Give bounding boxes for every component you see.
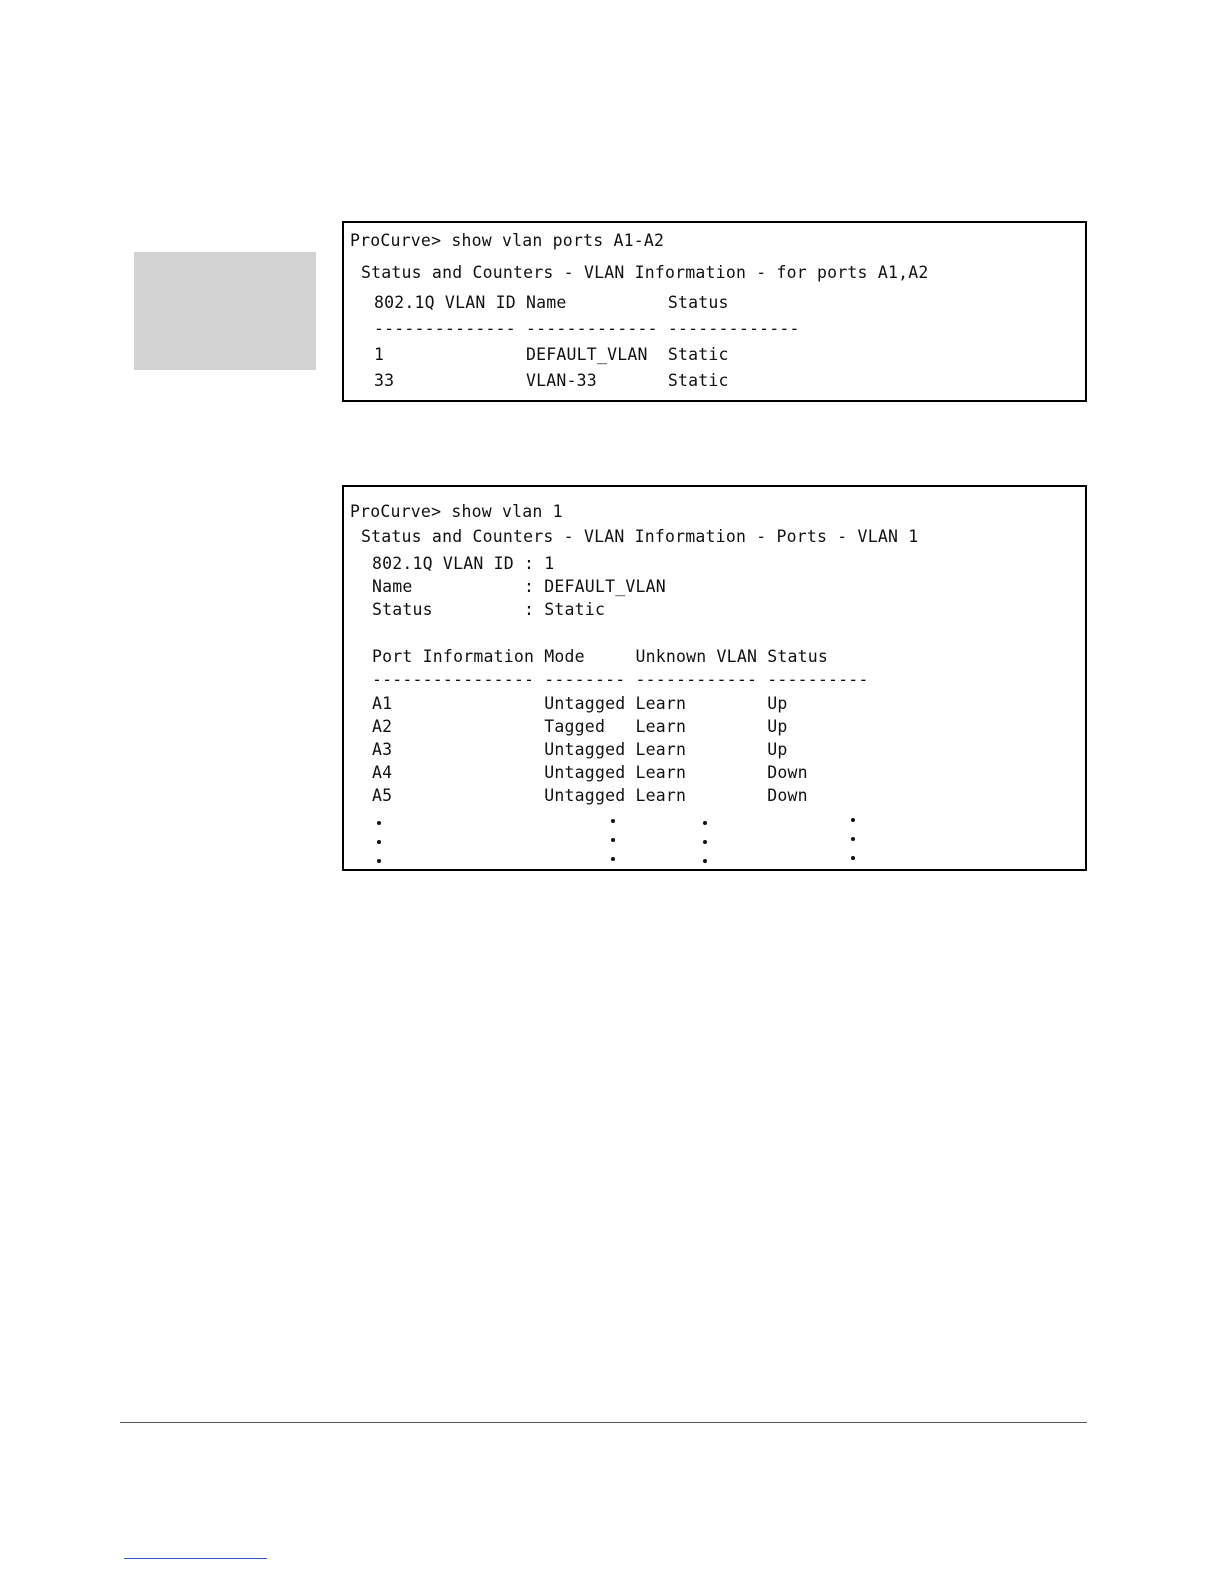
table-row: A3 Untagged Learn Up: [372, 740, 788, 759]
vlan-status-field: Status : Static: [372, 600, 606, 619]
cli-output-heading: Status and Counters - VLAN Information - for ports A1,A2: [361, 263, 929, 282]
cli-output-show-vlan-ports: [342, 221, 1087, 402]
cli-output-heading: Status and Counters - VLAN Information - Ports - VLAN 1: [361, 527, 919, 546]
table-separator: ---------------- -------- ------------ ----------: [372, 670, 869, 689]
footer-rule: [120, 1422, 1087, 1423]
table-row: A4 Untagged Learn Down: [372, 763, 808, 782]
table-separator: -------------- ------------- -------------: [374, 319, 800, 338]
table-column-header: Port Information Mode Unknown VLAN Status: [372, 647, 829, 666]
table-row: A1 Untagged Learn Up: [372, 694, 788, 713]
table-row: 1 DEFAULT_VLAN Static: [374, 345, 729, 364]
cli-prompt-command: ProCurve> show vlan 1: [350, 502, 563, 521]
table-column-header: 802.1Q VLAN ID Name Status: [374, 293, 729, 312]
table-row: A2 Tagged Learn Up: [372, 717, 788, 736]
vlan-id-field: 802.1Q VLAN ID : 1: [372, 554, 555, 573]
vlan-name-field: Name : DEFAULT_VLAN: [372, 577, 666, 596]
cli-output-show-vlan-1: [342, 485, 1087, 871]
table-row: A5 Untagged Learn Down: [372, 786, 808, 805]
cli-prompt-command: ProCurve> show vlan ports A1-A2: [350, 231, 665, 250]
footer-link-underline: [124, 1558, 267, 1559]
chapter-tab: [134, 252, 316, 370]
table-row: 33 VLAN-33 Static: [374, 371, 729, 390]
